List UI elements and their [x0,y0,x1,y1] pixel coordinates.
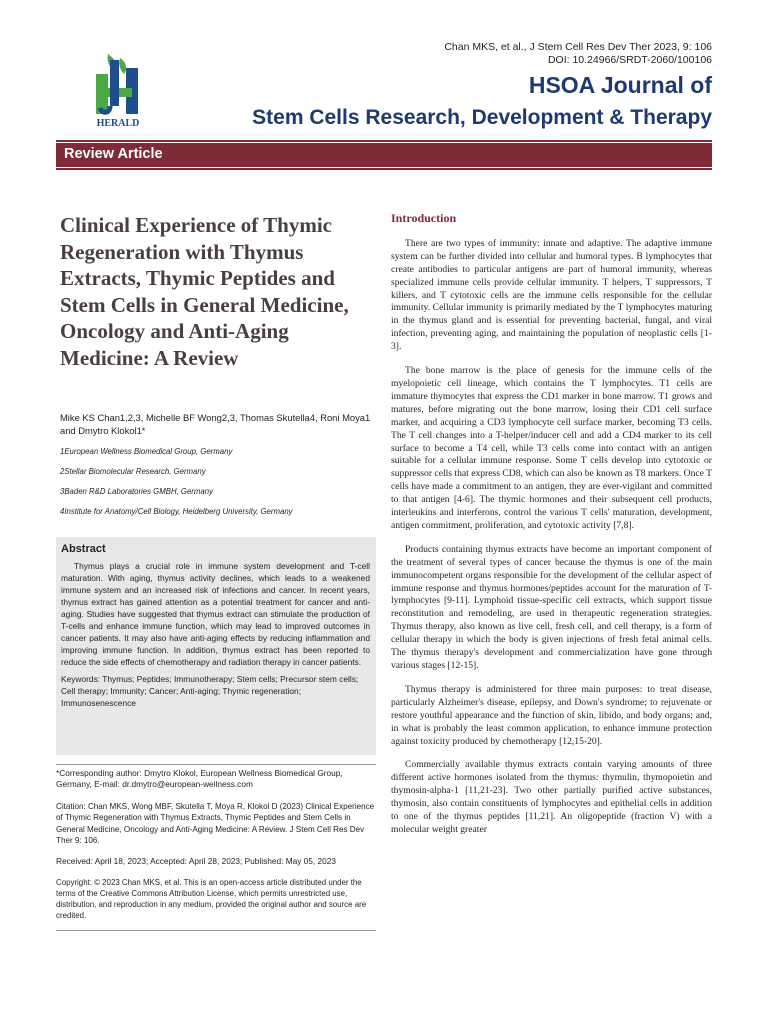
corresponding-author: *Corresponding author: Dmytro Klokol, European Wellness Biomedical Group, Germany, E-mail: dr.dmytro@european-wellness.com [56,768,343,790]
abstract-box [56,537,376,755]
header-rule-bottom [56,168,712,170]
author-list: Mike KS Chan1,2,3, Michelle BF Wong2,3, Thomas Skutella4, Roni Moya1 and Dmytro Klokol1* [60,412,371,436]
article-title: Clinical Experience of Thymic Regeneration with Thymus Extracts, Thymic Peptides and Stem Cells in General Medicine, Oncology and Anti-Aging Medicine: A Review [60,213,349,370]
affiliation-item: 1European Wellness Biomedical Group, Germany [60,447,233,456]
intro-paragraph: Thymus therapy is administered for three main purposes: to treat disease, particularly Alzheimer's disease, epilepsy, and Down's syndrome; to rejuvenate or restore youthful appearance and the function of skin, libido, and body organs; and, in what is probably the least common application, to enhance immune protection against toxicity produced by chemotherapy [12,15-20]. [391,683,712,747]
citation-block: Citation: Chan MKS, Wong MBF, Skutella T, Moya R, Klokol D (2023) Clinical Experience of Thymic Regeneration with Thymus Extracts, Thymic Peptides and Stem Cells in General Medicine, Oncology and Anti-Aging Medicine: A Review. J Stem Cell Res Dev Ther 9: 106. [56,802,375,845]
affiliation-item: 2Stellar Biomolecular Research, Germany [60,467,206,476]
intro-paragraph: Products containing thymus extracts have become an important component of the treatment of several types of cancer because the thymus is one of the main immunocompetent organs responsible for the development of the cellular aspect of immune response and thymus hormones/peptides account for the maturation of T-lymphocytes [9-11]. Lymphoid tissue-specific cell extracts, which support tissue reconstitution and remodeling, are used in therapeutic regeneration strategies. Thymus therapy, also known as live cell, fresh cell, and cell therapy, is a form of cellular therapy in which the body is given injections of fresh fetal animal cells. The thymus therapy's development and commercialization have gone through various stages [12-15]. [391,543,712,671]
copyright-notice: Copyright: © 2023 Chan MKS, et al. This is an open-access article distributed under the terms of the Creative Commons Attribution License, which permits unrestricted use, distribution, and reproduction in any medium, provided the original author and source are credited. [56,878,367,920]
journal-title-line1: HSOA Journal of [528,72,712,98]
right-column [391,212,712,848]
abstract-text: Thymus plays a crucial role in immune system development and T-cell maturation. With aging, thymus activity declines, which leads to a weakened immune system and an increased risk of infections and cancer. In recent years, thymus extract has gained attention as a potential treatment for cancer and anti-aging. Studies have suggested that thymus extract can stimulate the production of T-cells and enhance immune function, which may lead to improved outcomes in cancer patients. It may also have anti-aging effects by reducing inflammation and improving immune function. In addition, thymus extract has been reported to reduce the side effects of chemotherapy and radiation therapy in cancer patients. [61,561,370,667]
introduction-heading: Introduction [391,211,457,225]
left-column [56,212,376,517]
intro-paragraph: The bone marrow is the place of genesis for the immune cells of the myelopoietic cell lineage, which contains the T lymphocytes. T1 cells are immature thymocytes that express the CD1 marker in bone marrow. T1 grows and matures, before migrating out the bone marrow, losing their CD1 cell surface marker, and acquiring a CD3 lymphocyte cell surface marker, becoming T3 cells. The T cell changes into a T-helper/inducer cell and add a CD4 marker to its cell surface to become a T4 cell, while T3 cells come into contact with an antigen suitable for a cellular immune response. Some T cells develop into cytotoxic or suppressor cells that express CD8, which can also be known as T8 markers. Once T cells have made a commitment to an antigen, they are ever-vigilant and committed to that antigen [4-6]. The thymic hormones and their subsequent cell products, interleukins and interferons, control the various T cells' maturation, development, antigen commitment, proliferation, and cytotoxic activity [7,8]. [391,365,712,531]
herald-logo [86,52,150,134]
abstract-heading: Abstract [61,543,106,555]
herald-logo-text: HERALD [96,118,140,129]
citation-line: Chan MKS, et al., J Stem Cell Res Dev Ther 2023, 9: 106 [444,41,712,53]
citation-header [444,41,712,67]
header-rule-top [56,140,712,142]
affiliation-item: 3Baden R&D Laboratories GMBH, Germany [60,487,213,496]
publication-dates: Received: April 18, 2023; Accepted: April 28, 2023; Published: May 05, 2023 [56,856,336,866]
intro-paragraph: Commercially available thymus extracts contain varying amounts of three different active hormones isolated from the thymus: thymulin, thymopoietin and thymosin-alpha-1 [11,21-23]. Two other partially purified active substances, thymosin, also contain constituents of lymphocytes and epithelial cells in addition to one of the thymus peptides [11,21]. An oligopeptide (fraction V) with a molecular weight greater [391,759,712,835]
journal-title-line2: Stem Cells Research, Development & Therapy [252,106,712,129]
keywords: Keywords: Thymus; Peptides; Immunotherapy; Stem cells; Precursor stem cells; Cell therapy; Immunity; Cancer; Anti-aging; Thymic regeneration; Immunosenescence [61,674,359,708]
correspondence-rule [56,764,376,765]
affiliation-item: 4Institute for Anatomy/Cell Biology, Heidelberg University, Germany [60,507,293,516]
doi-line: DOI: 10.24966/SRDT-2060/100106 [547,54,712,66]
article-type-label: Review Article [64,146,163,162]
affiliations [56,446,376,517]
intro-paragraph: There are two types of immunity: innate and adaptive. The adaptive immune system can be further divided into cellular and humoral types. B lymphocytes that create antibodies to particular antigens are part of humoral immunity, whereas specialized immune cells provide cellular immunity. T helpers, T suppressors, T killers, and T cytotoxic cells are the immune cells responsible for the cellular immunity. Cellular immunity is primarily mediated by the T lymphocytes maturing in the thymus gland and is essential for preventing bacterial, fungal, and viral infection, preventing aging, and maintaining the population of neoplastic cells [1-3]. [391,237,712,353]
left-bottom-rule [56,930,376,931]
article-type-bar [56,143,712,167]
